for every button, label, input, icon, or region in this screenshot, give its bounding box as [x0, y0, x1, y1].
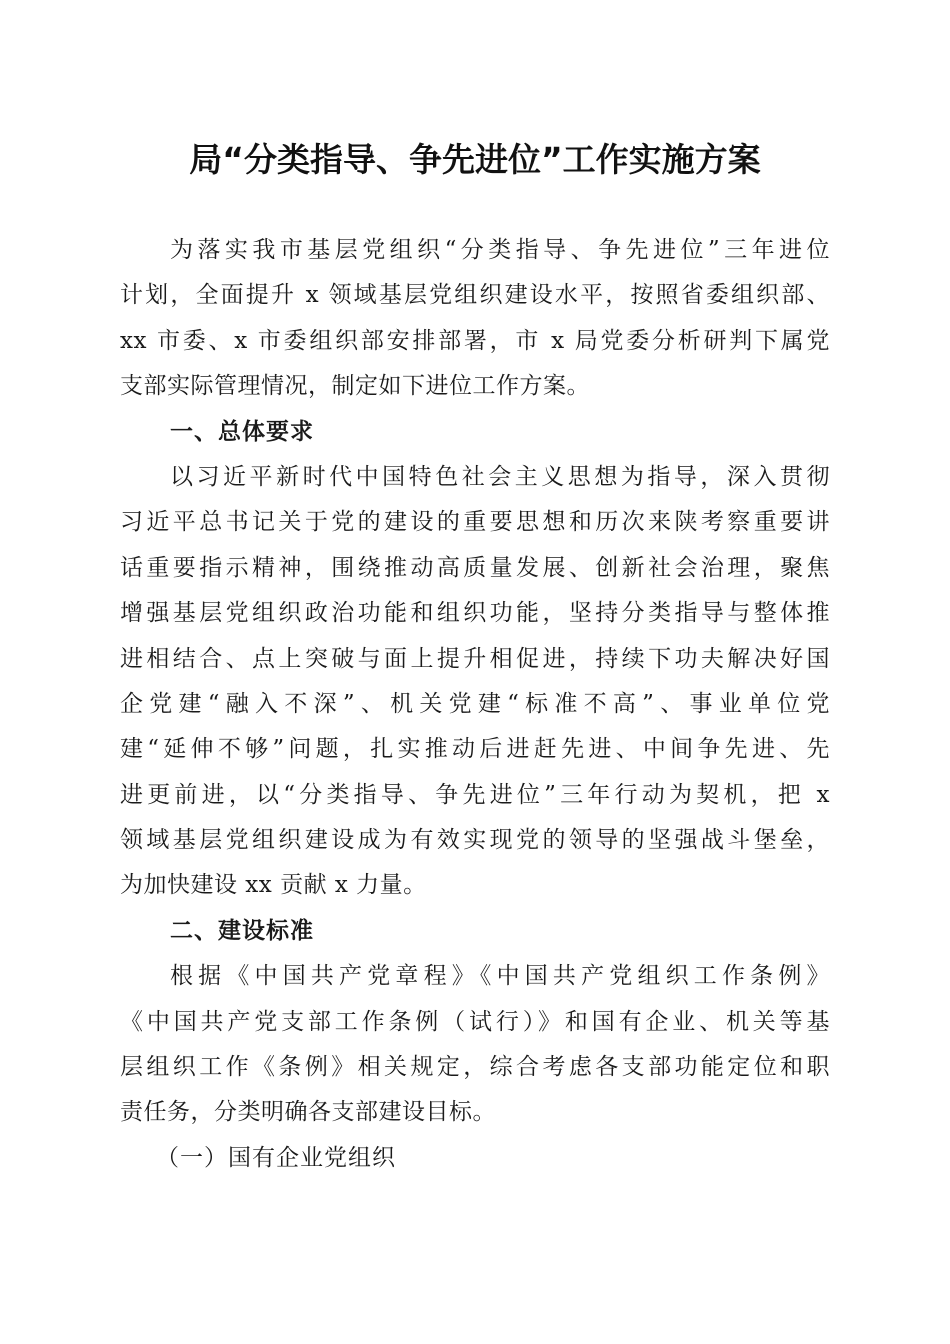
document-body — [120, 228, 830, 1181]
paragraph-line: 根据《中国共产党章程》《中国共产党组织工作条例》 — [170, 963, 830, 990]
paragraph-line: 企党建“融入不深”、机关党建“标准不高”、事业单位党 — [120, 690, 830, 717]
subsection-heading: （一）国有企业党组织 — [156, 1144, 396, 1171]
section-heading: 一、总体要求 — [170, 418, 314, 445]
paragraph-line: 支部实际管理情况，制定如下进位工作方案。 — [120, 373, 590, 400]
paragraph-line: 为落实我市基层党组织“分类指导、争先进位”三年进位 — [170, 237, 830, 263]
document-title: 局“分类指导、争先进位”工作实施方案 — [189, 140, 761, 179]
paragraph-line: 话重要指示精神，围绕推动高质量发展、创新社会治理，聚焦 — [120, 554, 830, 581]
paragraph-line: 为加快建设 xx 贡献 x 力量。 — [120, 872, 427, 899]
paragraph-line: 领域基层党组织建设成为有效实现党的领导的坚强战斗堡垒， — [120, 827, 830, 854]
paragraph-line: 计划，全面提升 x 领域基层党组织建设水平，按照省委组织部、 — [120, 282, 830, 309]
paragraph-line: 责任务，分类明确各支部建设目标。 — [120, 1099, 496, 1126]
paragraph-line: 增强基层党组织政治功能和组织功能，坚持分类指导与整体推 — [120, 600, 830, 627]
paragraph-line: 习近平总书记关于党的建设的重要思想和历次来陕考察重要讲 — [120, 509, 830, 536]
section-heading: 二、建设标准 — [170, 917, 314, 944]
paragraph-line: xx 市委、x 市委组织部安排部署，市 x 局党委分析研判下属党 — [120, 327, 830, 354]
paragraph-line: 以习近平新时代中国特色社会主义思想为指导，深入贯彻 — [170, 463, 830, 490]
paragraph-line: 层组织工作《条例》相关规定，综合考虑各支部功能定位和职 — [120, 1054, 830, 1081]
paragraph-line: 《中国共产党支部工作条例（试行）》和国有企业、机关等基 — [120, 1008, 830, 1035]
paragraph-line: 进更前进，以“分类指导、争先进位”三年行动为契机，把 x — [120, 781, 830, 808]
paragraph-line: 进相结合、点上突破与面上提升相促进，持续下功夫解决好国 — [120, 645, 830, 672]
paragraph-line: 建“延伸不够”问题，扎实推动后进赶先进、中间争先进、先 — [120, 736, 830, 763]
